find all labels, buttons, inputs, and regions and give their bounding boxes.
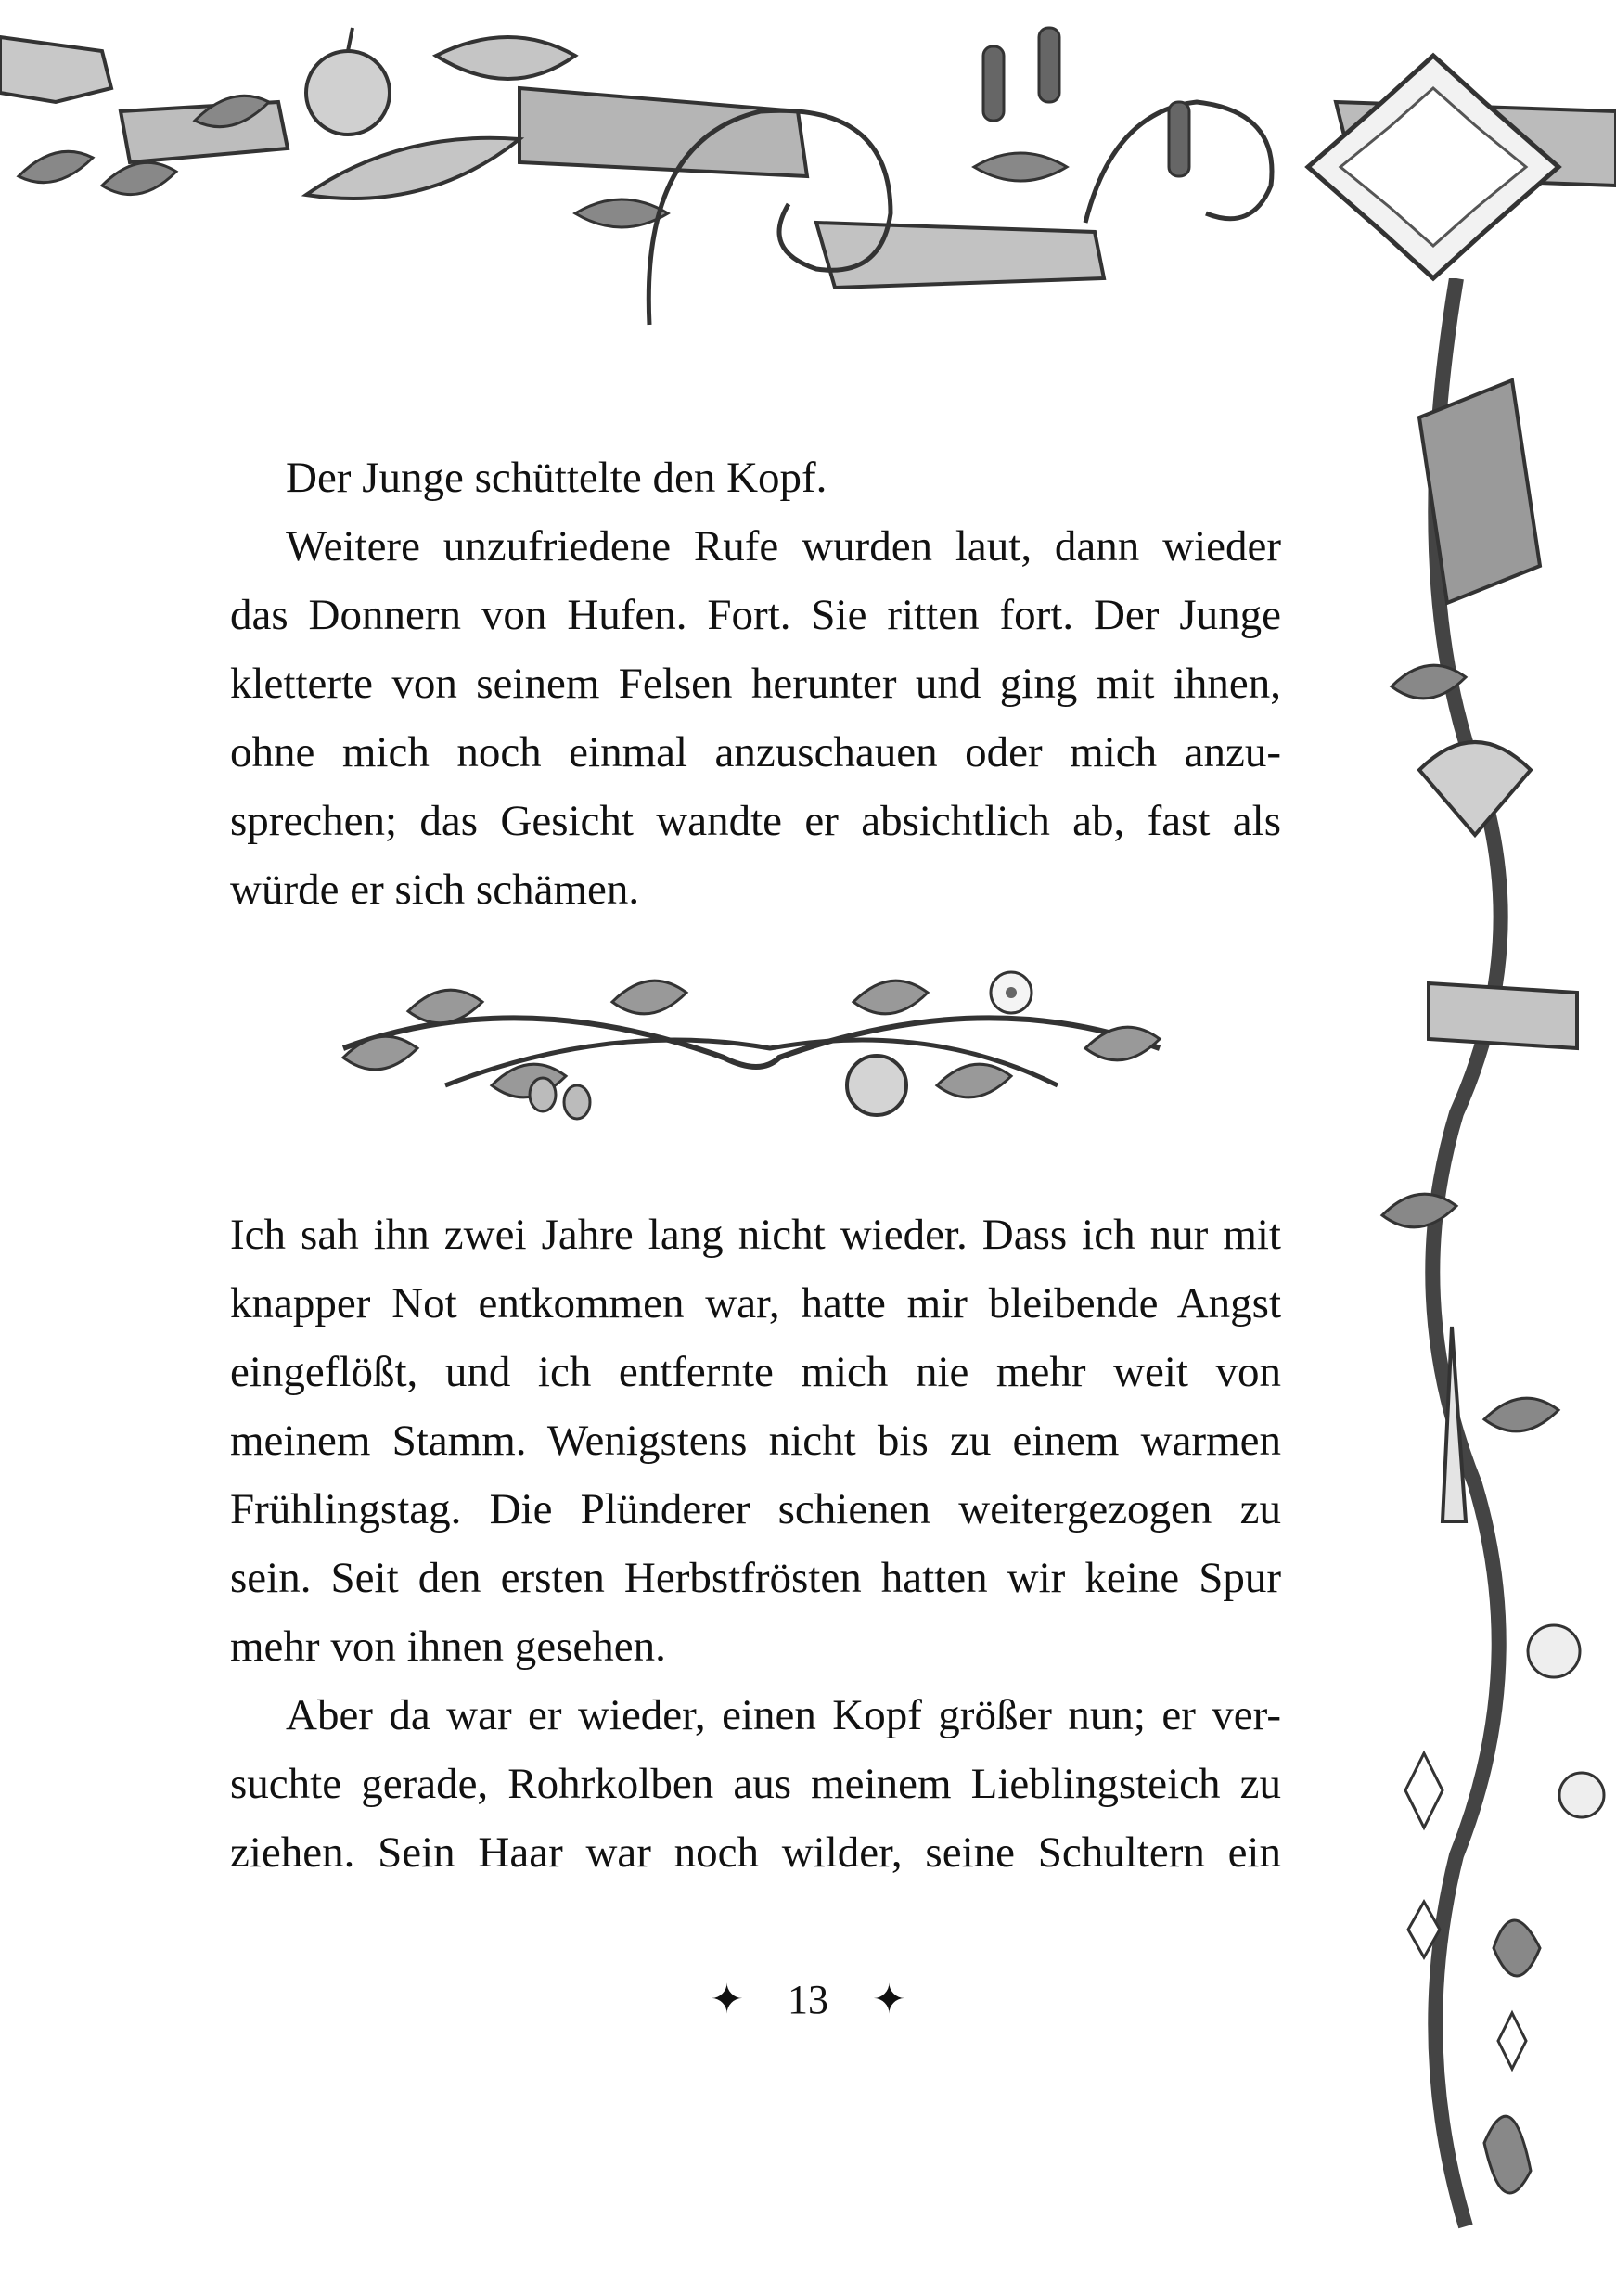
text-block-2 <box>230 1200 1281 1887</box>
text-line: Ich sah ihn zwei Jahre lang nicht wieder. Dass ich nur mit <box>230 1211 1281 1259</box>
text-line: mehr von ihnen gesehen. <box>230 1623 666 1671</box>
ornamental-frame-icon <box>1308 56 1558 278</box>
text-line: eingeflößt, und ich entfernte mich nie mehr weit von <box>230 1348 1281 1396</box>
text-line: Frühlingstag. Die Plünderer schienen weitergezogen zu <box>230 1485 1281 1533</box>
text-line: sprechen; das Gesicht wandte er absichtlich ab, fast als <box>230 797 1281 845</box>
text-line: Aber da war er wieder, einen Kopf größer nun; er ver- <box>286 1691 1281 1739</box>
paragraph <box>230 443 1281 512</box>
apple-icon <box>306 28 390 135</box>
flower-icon <box>991 972 1032 1013</box>
text-line: ohne mich noch einmal anzuschauen oder mich anzu- <box>230 728 1281 776</box>
text-line: Weitere unzufriedene Rufe wurden laut, dann wieder <box>286 522 1281 571</box>
paragraph <box>230 1200 1281 1681</box>
paragraph <box>230 1681 1281 1887</box>
apple-icon <box>847 1056 906 1115</box>
page-number <box>0 1976 1616 2023</box>
floral-divider <box>334 965 1169 1132</box>
text-line: würde er sich schämen. <box>230 866 640 914</box>
text-line: kletterte von seinem Felsen herunter und ging mit ihnen, <box>230 660 1281 708</box>
acorn-icon <box>530 1078 590 1119</box>
page-number-text: 13 <box>788 1977 828 2022</box>
leaf-icon <box>1382 665 1558 2193</box>
paragraph <box>230 512 1281 924</box>
text-block-1 <box>230 443 1281 924</box>
flower-icon <box>1528 1625 1604 1817</box>
star-ornament-icon: ✦ <box>872 1977 906 2022</box>
text-line: meinem Stamm. Wenigstens nicht bis zu einem warmen <box>230 1417 1281 1465</box>
text-line: Der Junge schüttelte den Kopf. <box>286 454 827 502</box>
star-ornament-icon: ✦ <box>710 1977 744 2022</box>
wood-plank-icon <box>1429 983 1577 1048</box>
text-line: sein. Seit den ersten Herbstfrösten hatten wir keine Spur <box>230 1554 1281 1602</box>
text-line: das Donnern von Hufen. Fort. Sie ritten fort. Der Junge <box>230 591 1281 639</box>
text-line: ziehen. Sein Haar war noch wilder, seine Schultern ein <box>230 1828 1281 1877</box>
text-line: knapper Not entkommen war, hatte mir bleibende Angst <box>230 1279 1281 1328</box>
text-line: suchte gerade, Rohrkolben aus meinem Lieblingsteich zu <box>230 1760 1281 1808</box>
